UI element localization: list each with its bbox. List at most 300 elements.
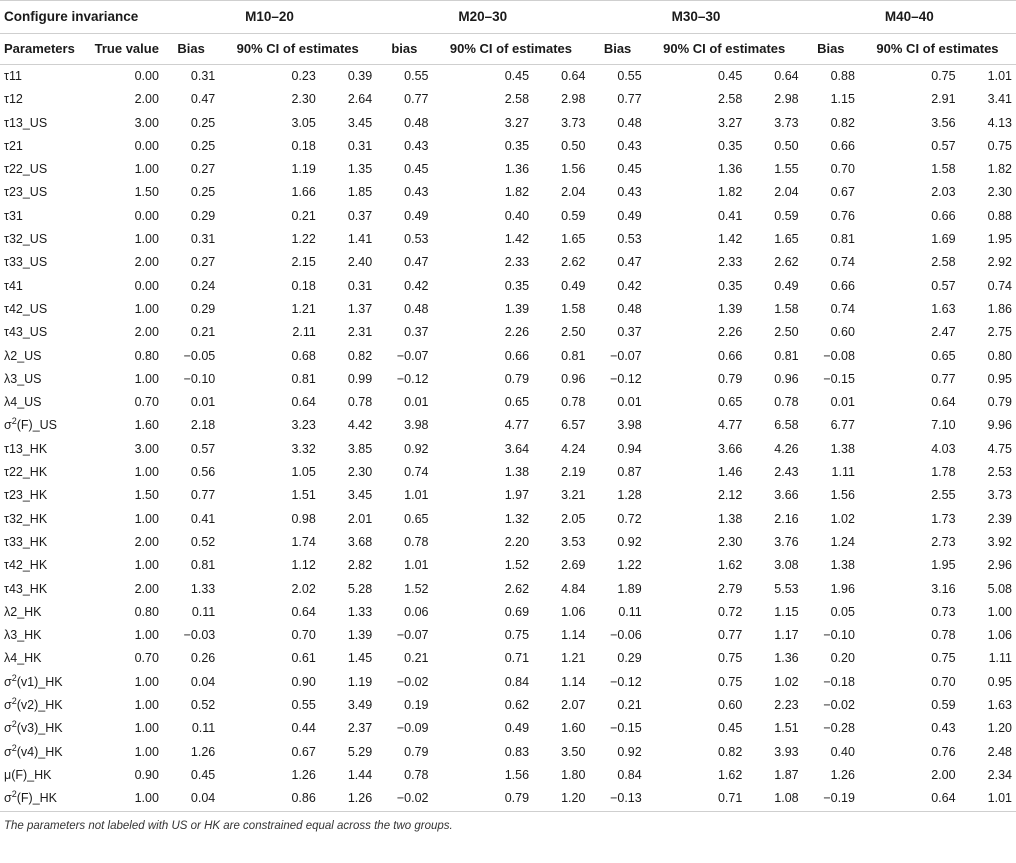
group-m10-20: M10–20 <box>163 1 376 34</box>
true-value-cell: 0.80 <box>134 348 159 363</box>
parameter-suffix: (v3)_HK <box>16 721 63 736</box>
ci-upper-cell: 1.11 <box>988 651 1012 666</box>
table-row <box>0 508 1016 531</box>
bias-cell: 1.02 <box>830 511 855 526</box>
group-header-row <box>0 1 1016 34</box>
true-value-cell: 0.70 <box>134 395 159 410</box>
bias-cell: 0.48 <box>404 115 429 130</box>
ci-lower-cell: 1.97 <box>504 488 530 503</box>
ci-lower-cell: 1.05 <box>291 465 316 480</box>
parameter-symbol: λ2_HK <box>4 604 42 619</box>
bias-cell: −0.18 <box>823 674 855 689</box>
ci-lower-cell: 1.36 <box>717 162 743 177</box>
ci-lower-cell: 0.79 <box>432 787 533 811</box>
ci-upper-cell: 1.01 <box>960 787 1016 811</box>
ci-lower-cell: 0.79 <box>504 371 530 386</box>
parameter-symbol: τ32_HK <box>4 511 48 526</box>
ci-upper-cell: 1.35 <box>347 162 373 177</box>
bias-cell: 0.87 <box>617 465 642 480</box>
bias-cell: 1.26 <box>830 767 855 782</box>
ci-upper-cell: 2.31 <box>347 325 373 340</box>
bias-cell: 0.77 <box>190 488 216 503</box>
true-value-cell: 1.00 <box>134 371 159 386</box>
ci-upper-cell: 3.21 <box>561 488 586 503</box>
ci-lower-cell: 3.27 <box>717 115 743 130</box>
ci-lower-cell: 0.69 <box>504 604 530 619</box>
ci-lower-cell: 1.39 <box>504 301 530 316</box>
table-row <box>0 601 1016 624</box>
table-row <box>0 764 1016 787</box>
ci-lower-cell: 2.26 <box>717 325 743 340</box>
parameter-symbol: τ13_US <box>4 115 48 130</box>
ci-upper-cell: 2.62 <box>561 255 586 270</box>
ci-upper-cell: 3.45 <box>347 488 373 503</box>
ci-lower-cell: 2.30 <box>291 92 316 107</box>
bias-cell: 0.42 <box>617 278 642 293</box>
ci-lower-cell: 0.70 <box>931 674 956 689</box>
bias-cell: 0.94 <box>617 441 642 456</box>
parameter-cell <box>0 251 85 274</box>
table-row <box>0 112 1016 135</box>
bias-cell: 0.41 <box>190 511 216 526</box>
ci-upper-cell: 0.96 <box>774 371 799 386</box>
parameter-symbol: τ33_HK <box>4 534 48 549</box>
true-value-cell: 1.00 <box>134 674 159 689</box>
parameter-symbol: λ4_HK <box>4 651 42 666</box>
parameter-cell <box>0 391 85 414</box>
ci-upper-cell: 2.96 <box>987 558 1012 573</box>
ci-lower-cell: 0.61 <box>291 651 316 666</box>
ci-lower-cell: 2.58 <box>717 92 743 107</box>
bias-cell: 0.04 <box>163 787 219 811</box>
ci-lower-cell: 0.84 <box>504 674 530 689</box>
parameter-superscript: 2 <box>11 719 17 730</box>
ci-upper-cell: 1.37 <box>347 301 373 316</box>
true-value-cell: 1.00 <box>134 301 159 316</box>
table-row <box>0 228 1016 251</box>
ci-lower-cell: 0.66 <box>931 208 956 223</box>
bias-cell: 0.48 <box>617 301 642 316</box>
table-row <box>0 717 1016 740</box>
ci-lower-cell: 3.23 <box>291 418 316 433</box>
bias-cell: 0.29 <box>190 208 216 223</box>
bias-cell: −0.15 <box>823 371 855 386</box>
parameter-symbol: τ12 <box>4 92 23 107</box>
ci-upper-cell: 2.07 <box>561 698 586 713</box>
bias-cell: 0.01 <box>190 395 216 410</box>
ci-lower-cell: 0.72 <box>717 604 743 619</box>
true-value-cell: 0.90 <box>134 767 159 782</box>
table-row <box>0 414 1016 437</box>
bias-cell: 0.52 <box>190 698 216 713</box>
ci-lower-cell: 1.12 <box>291 558 316 573</box>
ci-lower-cell: 2.55 <box>931 488 956 503</box>
ci-lower-cell: 3.56 <box>931 115 956 130</box>
parameter-superscript: 2 <box>11 789 17 800</box>
ci-upper-cell: 0.81 <box>774 348 799 363</box>
bias-cell: −0.12 <box>610 371 642 386</box>
table-row <box>0 88 1016 111</box>
ci-upper-cell: 0.64 <box>774 69 799 83</box>
bias-cell: 1.15 <box>830 92 855 107</box>
ci-lower-cell: 2.79 <box>717 581 743 596</box>
ci-upper-cell: 1.15 <box>774 604 799 619</box>
ci-lower-cell: 1.78 <box>931 465 956 480</box>
ci-upper-cell: 3.45 <box>347 115 373 130</box>
ci-upper-cell: 3.50 <box>561 744 586 759</box>
ci-lower-cell: 1.21 <box>291 301 316 316</box>
bias-cell: 0.25 <box>190 115 216 130</box>
ci-upper-cell: 6.58 <box>774 418 799 433</box>
bias-cell: 0.45 <box>190 767 216 782</box>
ci-upper-cell: 2.50 <box>561 325 586 340</box>
ci-upper-cell: 1.17 <box>774 628 799 643</box>
parameter-cell <box>0 484 85 507</box>
bias-cell: 0.43 <box>404 138 429 153</box>
bias-cell: 1.24 <box>830 534 855 549</box>
parameter-cell <box>0 671 85 694</box>
bias-cell: 0.74 <box>404 465 429 480</box>
table-row <box>0 578 1016 601</box>
ci-upper-cell: 3.73 <box>987 488 1012 503</box>
bias-cell: −0.07 <box>610 348 642 363</box>
bias-cell: 0.01 <box>830 395 855 410</box>
bias-cell: −0.13 <box>589 787 645 811</box>
bias-cell: 0.19 <box>404 698 429 713</box>
true-value-cell: 2.00 <box>134 534 159 549</box>
ci-upper-cell: 3.66 <box>774 488 799 503</box>
ci-lower-cell: 1.52 <box>504 558 530 573</box>
ci-lower-cell: 0.41 <box>717 208 743 223</box>
true-value-cell: 1.00 <box>134 721 159 736</box>
ci-upper-cell: 0.37 <box>347 208 373 223</box>
group-m40-40: M40–40 <box>803 1 1016 34</box>
bias-cell: 0.11 <box>191 604 216 619</box>
ci-lower-cell: 0.64 <box>859 787 960 811</box>
ci-upper-cell: 0.82 <box>347 348 373 363</box>
ci-upper-cell: 4.84 <box>561 581 586 596</box>
ci-upper-cell: 2.82 <box>347 558 373 573</box>
ci-lower-cell: 1.38 <box>504 465 530 480</box>
ci-upper-cell: 2.04 <box>561 185 586 200</box>
col-ci: 90% CI of estimates <box>432 34 589 65</box>
bias-cell: 0.79 <box>404 744 429 759</box>
bias-cell: 0.77 <box>404 92 429 107</box>
bias-cell: 0.06 <box>404 604 429 619</box>
bias-cell: 0.65 <box>404 511 429 526</box>
bias-cell: 3.98 <box>617 418 642 433</box>
bias-cell: 0.31 <box>190 69 216 83</box>
ci-lower-cell: 0.77 <box>931 371 956 386</box>
ci-upper-cell: 1.39 <box>347 628 373 643</box>
ci-lower-cell: 0.82 <box>717 744 743 759</box>
bias-cell: 0.88 <box>830 69 855 83</box>
bias-cell: 1.89 <box>617 581 642 596</box>
parameter-cell <box>0 414 85 437</box>
ci-upper-cell: 0.74 <box>987 278 1012 293</box>
table-row <box>0 65 1016 89</box>
bias-cell: 1.38 <box>830 441 855 456</box>
ci-lower-cell: 2.26 <box>504 325 530 340</box>
table-row <box>0 298 1016 321</box>
ci-lower-cell: 0.71 <box>504 651 530 666</box>
ci-lower-cell: 0.62 <box>504 698 530 713</box>
table-row <box>0 647 1016 670</box>
bias-cell: 0.48 <box>617 115 642 130</box>
bias-cell: 1.01 <box>404 488 429 503</box>
ci-lower-cell: 0.18 <box>291 138 316 153</box>
parameter-cell <box>0 112 85 135</box>
col-bias: Bias <box>803 34 859 65</box>
ci-lower-cell: 4.03 <box>931 441 956 456</box>
table-row <box>0 205 1016 228</box>
ci-lower-cell: 3.27 <box>504 115 530 130</box>
ci-lower-cell: 0.73 <box>931 604 956 619</box>
ci-upper-cell: 0.80 <box>987 348 1012 363</box>
ci-lower-cell: 1.42 <box>717 232 743 247</box>
parameter-symbol: σ <box>4 744 12 759</box>
ci-lower-cell: 0.60 <box>717 698 743 713</box>
ci-upper-cell: 0.81 <box>561 348 586 363</box>
bias-cell: 1.38 <box>830 558 855 573</box>
ci-lower-cell: 1.39 <box>717 301 743 316</box>
ci-lower-cell: 0.21 <box>291 208 316 223</box>
bias-cell: 0.27 <box>190 255 216 270</box>
bias-cell: −0.10 <box>183 371 216 386</box>
parameter-symbol: τ21 <box>4 138 23 153</box>
ci-lower-cell: 2.20 <box>504 534 530 549</box>
ci-upper-cell: 5.28 <box>347 581 373 596</box>
ci-lower-cell: 1.51 <box>291 488 316 503</box>
ci-lower-cell: 0.98 <box>291 511 316 526</box>
ci-lower-cell: 0.57 <box>931 278 956 293</box>
parameter-cell <box>0 741 85 764</box>
true-value-cell: 2.00 <box>134 325 159 340</box>
parameter-cell <box>0 508 85 531</box>
parameter-cell <box>0 647 85 670</box>
ci-upper-cell: 1.41 <box>347 232 373 247</box>
true-value-cell: 1.00 <box>134 628 159 643</box>
ci-lower-cell: 1.74 <box>291 534 316 549</box>
ci-upper-cell: 0.59 <box>774 208 799 223</box>
true-value-cell: 1.00 <box>134 698 159 713</box>
bias-cell: 1.52 <box>404 581 429 596</box>
ci-lower-cell: 3.05 <box>291 115 316 130</box>
ci-lower-cell: 0.55 <box>291 698 316 713</box>
ci-upper-cell: 0.95 <box>987 371 1012 386</box>
ci-upper-cell: 1.65 <box>561 232 586 247</box>
ci-upper-cell: 4.42 <box>347 418 373 433</box>
ci-upper-cell: 2.23 <box>774 698 799 713</box>
ci-upper-cell: 0.49 <box>561 278 586 293</box>
ci-upper-cell: 1.00 <box>987 604 1012 619</box>
table-footnote: The parameters not labeled with US or HK are constrained equal across the two groups. <box>4 819 453 832</box>
true-value-cell: 1.60 <box>134 418 159 433</box>
ci-lower-cell: 0.75 <box>717 674 743 689</box>
bias-cell: 1.22 <box>617 558 642 573</box>
parameter-cell <box>0 461 85 484</box>
parameter-cell <box>0 624 85 647</box>
ci-upper-cell: 3.53 <box>561 534 586 549</box>
table-row <box>0 251 1016 274</box>
parameter-symbol: τ11 <box>4 69 22 83</box>
ci-upper-cell: 1.82 <box>987 162 1012 177</box>
ci-lower-cell: 2.33 <box>504 255 530 270</box>
bias-cell: 0.77 <box>617 92 642 107</box>
parameter-suffix: (F)_HK <box>16 791 58 806</box>
true-value-cell: 2.00 <box>134 255 159 270</box>
bias-cell: 0.42 <box>404 278 429 293</box>
ci-upper-cell: 0.78 <box>347 395 373 410</box>
bias-cell: 0.45 <box>404 162 429 177</box>
ci-lower-cell: 1.62 <box>717 767 743 782</box>
ci-upper-cell: 0.88 <box>987 208 1012 223</box>
bias-cell: 0.27 <box>190 162 216 177</box>
bias-cell: 0.31 <box>190 232 216 247</box>
ci-upper-cell: 5.08 <box>987 581 1012 596</box>
ci-upper-cell: 1.58 <box>561 301 586 316</box>
bias-cell: 0.47 <box>404 255 429 270</box>
ci-lower-cell: 0.64 <box>291 604 316 619</box>
ci-lower-cell: 0.23 <box>291 69 316 83</box>
ci-upper-cell: 4.13 <box>987 115 1012 130</box>
table-row <box>0 554 1016 577</box>
true-value-cell: 3.00 <box>134 441 159 456</box>
parameter-superscript: 2 <box>11 742 17 753</box>
bias-cell: 6.77 <box>830 418 855 433</box>
ci-lower-cell: 1.62 <box>717 558 743 573</box>
bias-cell: 0.70 <box>830 162 855 177</box>
parameter-symbol: τ22_US <box>4 162 48 177</box>
ci-upper-cell: 2.75 <box>987 325 1012 340</box>
ci-lower-cell: 1.58 <box>931 162 956 177</box>
ci-lower-cell: 0.45 <box>504 69 530 83</box>
ci-lower-cell: 2.15 <box>291 255 316 270</box>
ci-upper-cell: 1.33 <box>347 604 373 619</box>
bias-cell: 0.20 <box>830 651 855 666</box>
table-row <box>0 461 1016 484</box>
table-row <box>0 438 1016 461</box>
ci-lower-cell: 0.75 <box>504 628 530 643</box>
bias-cell: 1.26 <box>190 744 216 759</box>
ci-upper-cell: 4.24 <box>561 441 586 456</box>
ci-upper-cell: 3.76 <box>774 534 799 549</box>
ci-lower-cell: 0.35 <box>717 278 743 293</box>
bias-cell: 0.56 <box>190 465 216 480</box>
ci-upper-cell: 4.26 <box>774 441 799 456</box>
ci-lower-cell: 0.79 <box>717 371 743 386</box>
ci-upper-cell: 2.43 <box>774 465 799 480</box>
ci-upper-cell: 0.39 <box>347 69 373 83</box>
ci-upper-cell: 1.14 <box>561 628 586 643</box>
parameter-cell <box>0 345 85 368</box>
bias-cell: 1.33 <box>190 581 216 596</box>
bias-cell: 3.98 <box>404 418 429 433</box>
table-row <box>0 694 1016 717</box>
bias-cell: 0.82 <box>830 115 855 130</box>
ci-upper-cell: 1.85 <box>347 185 373 200</box>
ci-upper-cell: 2.19 <box>561 465 586 480</box>
ci-upper-cell: 2.62 <box>774 255 799 270</box>
ci-lower-cell: 0.65 <box>504 395 530 410</box>
bias-cell: 0.49 <box>404 208 429 223</box>
ci-upper-cell: 3.08 <box>774 558 799 573</box>
true-value-cell: 1.00 <box>134 162 159 177</box>
true-value-cell: 2.00 <box>134 581 159 596</box>
ci-upper-cell: 1.45 <box>347 651 373 666</box>
bias-cell: 0.05 <box>830 604 855 619</box>
col-parameters: Parameters <box>0 34 85 65</box>
parameter-cell <box>0 601 85 624</box>
ci-lower-cell: 2.03 <box>931 185 956 200</box>
ci-upper-cell: 2.98 <box>774 92 799 107</box>
ci-lower-cell: 0.65 <box>717 395 743 410</box>
bias-cell: 0.57 <box>190 441 216 456</box>
ci-upper-cell: 0.96 <box>561 371 586 386</box>
ci-lower-cell: 1.95 <box>931 558 956 573</box>
ci-upper-cell: 5.53 <box>774 581 799 596</box>
bias-cell: 0.66 <box>830 138 855 153</box>
true-value-cell: 1.00 <box>134 232 159 247</box>
parameter-cell <box>0 368 85 391</box>
parameter-suffix: (v4)_HK <box>16 744 63 759</box>
ci-upper-cell: 1.65 <box>774 232 799 247</box>
parameter-cell <box>0 181 85 204</box>
parameter-symbol: τ32_US <box>4 232 48 247</box>
bias-cell: 0.43 <box>617 138 642 153</box>
parameter-cell <box>0 65 85 89</box>
ci-upper-cell: 2.53 <box>987 465 1012 480</box>
bias-cell: 0.53 <box>404 232 429 247</box>
table-row <box>0 345 1016 368</box>
ci-lower-cell: 4.77 <box>504 418 530 433</box>
ci-upper-cell: 2.34 <box>987 767 1012 782</box>
ci-upper-cell: 1.55 <box>774 162 799 177</box>
parameter-symbol: τ42_HK <box>4 558 48 573</box>
parameter-superscript: 2 <box>11 416 17 427</box>
parameter-symbol: τ22_HK <box>4 465 48 480</box>
column-header-row <box>0 34 1016 65</box>
true-value-cell: 2.00 <box>134 92 159 107</box>
ci-lower-cell: 3.66 <box>717 441 743 456</box>
ci-upper-cell: 2.48 <box>987 744 1012 759</box>
bias-cell: 0.37 <box>617 325 642 340</box>
bias-cell: −0.02 <box>823 698 855 713</box>
true-value-cell: 0.00 <box>134 278 159 293</box>
ci-upper-cell: 3.85 <box>347 441 373 456</box>
ci-upper-cell: 9.96 <box>987 418 1012 433</box>
parameter-symbol: τ43_US <box>4 325 48 340</box>
ci-lower-cell: 0.77 <box>717 628 743 643</box>
parameter-symbol: τ43_HK <box>4 581 48 596</box>
bias-cell: −0.05 <box>183 348 216 363</box>
ci-upper-cell: 2.30 <box>987 185 1012 200</box>
bias-cell: 0.81 <box>830 232 855 247</box>
true-value-cell: 1.50 <box>134 185 159 200</box>
ci-lower-cell: 3.64 <box>504 441 530 456</box>
bias-cell: −0.19 <box>803 787 859 811</box>
true-value-cell: 1.00 <box>134 744 159 759</box>
parameter-cell <box>0 531 85 554</box>
ci-lower-cell: 0.45 <box>717 69 743 83</box>
true-value-cell: 3.00 <box>134 115 159 130</box>
ci-lower-cell: 1.73 <box>931 511 956 526</box>
bias-cell: 0.72 <box>617 511 642 526</box>
ci-lower-cell: 2.30 <box>717 534 743 549</box>
bias-cell: 0.43 <box>617 185 642 200</box>
ci-upper-cell: 1.56 <box>561 162 586 177</box>
ci-upper-cell: 3.73 <box>561 115 586 130</box>
